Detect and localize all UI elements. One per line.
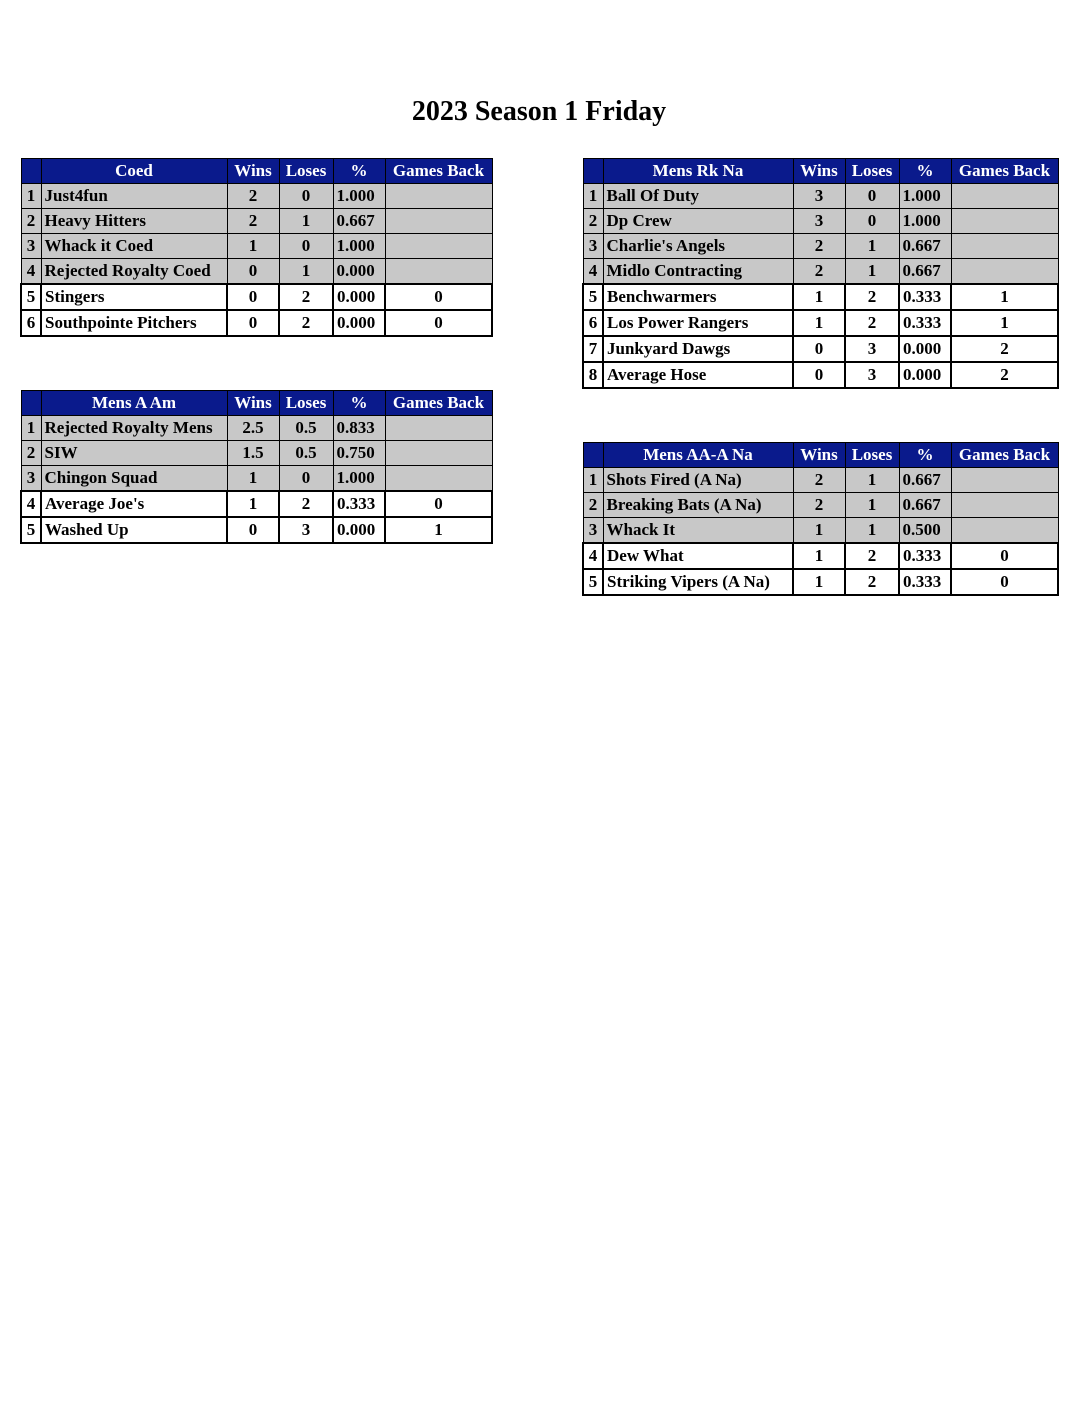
pct-cell: 0.667 — [333, 209, 385, 234]
header-row — [583, 159, 1058, 184]
wins-cell: 3 — [793, 184, 845, 209]
team-name-cell: Midlo Contracting — [603, 259, 793, 285]
table-row — [21, 491, 492, 517]
table-row — [21, 209, 492, 234]
rank-cell: 5 — [21, 517, 41, 543]
games-back-cell: 2 — [951, 336, 1058, 362]
standings-table-mens-rk-na — [582, 158, 1059, 389]
loses-cell: 2 — [279, 310, 333, 336]
rank-cell: 8 — [583, 362, 603, 388]
team-name-cell: Shots Fired (A Na) — [603, 468, 793, 493]
games-back-header: Games Back — [951, 159, 1058, 184]
games-back-cell — [385, 441, 492, 466]
loses-cell: 2 — [845, 310, 899, 336]
division-header: Mens Rk Na — [603, 159, 793, 184]
loses-cell: 3 — [279, 517, 333, 543]
table-row — [583, 284, 1058, 310]
team-name-cell: Dp Crew — [603, 209, 793, 234]
pct-cell: 0.000 — [899, 362, 951, 388]
division-header: Coed — [41, 159, 227, 184]
loses-cell: 1 — [845, 518, 899, 544]
loses-cell: 0.5 — [279, 441, 333, 466]
loses-cell: 0 — [845, 209, 899, 234]
wins-cell: 2.5 — [227, 416, 279, 441]
loses-cell: 1 — [845, 468, 899, 493]
pct-cell: 0.667 — [899, 468, 951, 493]
wins-cell: 0 — [227, 517, 279, 543]
rank-cell: 5 — [583, 284, 603, 310]
wins-cell: 1 — [227, 466, 279, 492]
loses-cell: 3 — [845, 336, 899, 362]
table-row — [21, 517, 492, 543]
division-header: Mens A Am — [41, 391, 227, 416]
rank-cell: 2 — [21, 441, 41, 466]
pct-cell: 1.000 — [333, 466, 385, 492]
header-row — [583, 443, 1058, 468]
wins-cell: 2 — [793, 234, 845, 259]
loses-cell: 0 — [279, 184, 333, 209]
standings-table-mens-a-am — [20, 390, 493, 544]
table-row — [21, 259, 492, 285]
pct-cell: 0.333 — [899, 284, 951, 310]
rank-cell: 6 — [583, 310, 603, 336]
games-back-cell: 1 — [385, 517, 492, 543]
wins-cell: 0 — [793, 362, 845, 388]
team-name-cell: SIW — [41, 441, 227, 466]
team-name-cell: Average Joe's — [41, 491, 227, 517]
pct-cell: 0.667 — [899, 234, 951, 259]
games-back-cell — [951, 234, 1058, 259]
table-row — [583, 362, 1058, 388]
games-back-header: Games Back — [385, 159, 492, 184]
table-row — [583, 468, 1058, 493]
loses-cell: 1 — [845, 259, 899, 285]
team-name-cell: Striking Vipers (A Na) — [603, 569, 793, 595]
rank-cell: 4 — [21, 491, 41, 517]
rank-cell: 1 — [21, 184, 41, 209]
wins-cell: 1 — [227, 234, 279, 259]
loses-header: Loses — [279, 159, 333, 184]
games-back-header: Games Back — [385, 391, 492, 416]
team-name-cell: Benchwarmers — [603, 284, 793, 310]
rank-header — [21, 391, 41, 416]
loses-cell: 1 — [279, 259, 333, 285]
rank-header — [583, 159, 603, 184]
pct-cell: 0.667 — [899, 493, 951, 518]
rank-cell: 3 — [583, 234, 603, 259]
pct-cell: 0.000 — [899, 336, 951, 362]
pct-header: % — [333, 391, 385, 416]
team-name-cell: Whack it Coed — [41, 234, 227, 259]
rank-cell: 4 — [21, 259, 41, 285]
team-name-cell: Just4fun — [41, 184, 227, 209]
pct-header: % — [333, 159, 385, 184]
rank-cell: 1 — [583, 184, 603, 209]
wins-cell: 2 — [227, 184, 279, 209]
standings-table-coed — [20, 158, 493, 337]
standings-table-mens-aa-a-na — [582, 442, 1059, 596]
rank-cell: 2 — [21, 209, 41, 234]
pct-cell: 0.000 — [333, 284, 385, 310]
wins-cell: 1 — [793, 310, 845, 336]
loses-cell: 3 — [845, 362, 899, 388]
team-name-cell: Average Hose — [603, 362, 793, 388]
wins-cell: 0 — [793, 336, 845, 362]
table-row — [583, 569, 1058, 595]
wins-header: Wins — [227, 159, 279, 184]
wins-cell: 2 — [793, 259, 845, 285]
pct-cell: 0.500 — [899, 518, 951, 544]
team-name-cell: Heavy Hitters — [41, 209, 227, 234]
table-row — [583, 184, 1058, 209]
games-back-cell: 0 — [385, 491, 492, 517]
rank-header — [583, 443, 603, 468]
table-row — [583, 336, 1058, 362]
loses-cell: 2 — [845, 569, 899, 595]
rank-cell: 6 — [21, 310, 41, 336]
table-row — [21, 466, 492, 492]
loses-cell: 2 — [845, 543, 899, 569]
table-row — [583, 234, 1058, 259]
pct-cell: 1.000 — [899, 209, 951, 234]
games-back-cell — [385, 209, 492, 234]
wins-cell: 0 — [227, 259, 279, 285]
division-header: Mens AA-A Na — [603, 443, 793, 468]
pct-cell: 0.333 — [899, 543, 951, 569]
games-back-cell — [951, 259, 1058, 285]
pct-cell: 0.667 — [899, 259, 951, 285]
pct-cell: 0.000 — [333, 259, 385, 285]
games-back-cell: 0 — [385, 310, 492, 336]
table-row — [583, 310, 1058, 336]
wins-cell: 1 — [793, 569, 845, 595]
team-name-cell: Whack It — [603, 518, 793, 544]
loses-cell: 2 — [279, 284, 333, 310]
team-name-cell: Rejected Royalty Mens — [41, 416, 227, 441]
games-back-cell — [951, 493, 1058, 518]
table-row — [583, 493, 1058, 518]
table-row — [21, 234, 492, 259]
games-back-cell: 0 — [385, 284, 492, 310]
header-row — [21, 391, 492, 416]
wins-cell: 1 — [793, 543, 845, 569]
loses-header: Loses — [279, 391, 333, 416]
games-back-header: Games Back — [951, 443, 1058, 468]
pct-cell: 0.750 — [333, 441, 385, 466]
team-name-cell: Los Power Rangers — [603, 310, 793, 336]
rank-cell: 3 — [583, 518, 603, 544]
team-name-cell: Junkyard Dawgs — [603, 336, 793, 362]
team-name-cell: Washed Up — [41, 517, 227, 543]
games-back-cell: 2 — [951, 362, 1058, 388]
pct-cell: 1.000 — [333, 234, 385, 259]
rank-cell: 3 — [21, 234, 41, 259]
games-back-cell — [385, 259, 492, 285]
wins-cell: 0 — [227, 284, 279, 310]
loses-cell: 2 — [845, 284, 899, 310]
games-back-cell — [385, 184, 492, 209]
wins-cell: 2 — [793, 493, 845, 518]
wins-header: Wins — [227, 391, 279, 416]
loses-cell: 1 — [845, 493, 899, 518]
table-row — [583, 543, 1058, 569]
wins-header: Wins — [793, 159, 845, 184]
rank-cell: 3 — [21, 466, 41, 492]
rank-header — [21, 159, 41, 184]
pct-cell: 0.000 — [333, 517, 385, 543]
rank-cell: 1 — [21, 416, 41, 441]
wins-cell: 1 — [793, 518, 845, 544]
pct-cell: 0.333 — [899, 569, 951, 595]
header-row — [21, 159, 492, 184]
table-row — [583, 518, 1058, 544]
wins-cell: 3 — [793, 209, 845, 234]
games-back-cell: 1 — [951, 310, 1058, 336]
wins-cell: 2 — [227, 209, 279, 234]
rank-cell: 2 — [583, 493, 603, 518]
table-row — [583, 209, 1058, 234]
loses-header: Loses — [845, 443, 899, 468]
team-name-cell: Rejected Royalty Coed — [41, 259, 227, 285]
table-row — [21, 416, 492, 441]
rank-cell: 7 — [583, 336, 603, 362]
pct-cell: 1.000 — [899, 184, 951, 209]
rank-cell: 4 — [583, 543, 603, 569]
games-back-cell: 0 — [951, 569, 1058, 595]
games-back-cell: 1 — [951, 284, 1058, 310]
rank-cell: 5 — [21, 284, 41, 310]
wins-cell: 2 — [793, 468, 845, 493]
games-back-cell — [385, 416, 492, 441]
pct-cell: 0.833 — [333, 416, 385, 441]
rank-cell: 2 — [583, 209, 603, 234]
pct-cell: 0.333 — [899, 310, 951, 336]
loses-header: Loses — [845, 159, 899, 184]
games-back-cell — [951, 468, 1058, 493]
pct-cell: 1.000 — [333, 184, 385, 209]
team-name-cell: Dew What — [603, 543, 793, 569]
rank-cell: 5 — [583, 569, 603, 595]
team-name-cell: Southpointe Pitchers — [41, 310, 227, 336]
rank-cell: 4 — [583, 259, 603, 285]
games-back-cell — [951, 184, 1058, 209]
games-back-cell — [951, 209, 1058, 234]
pct-cell: 0.000 — [333, 310, 385, 336]
team-name-cell: Chingon Squad — [41, 466, 227, 492]
team-name-cell: Stingers — [41, 284, 227, 310]
wins-cell: 1 — [227, 491, 279, 517]
team-name-cell: Charlie's Angels — [603, 234, 793, 259]
table-row — [21, 441, 492, 466]
pct-header: % — [899, 159, 951, 184]
loses-cell: 0 — [845, 184, 899, 209]
games-back-cell: 0 — [951, 543, 1058, 569]
wins-cell: 1.5 — [227, 441, 279, 466]
page-title: 2023 Season 1 Friday — [411, 96, 667, 127]
team-name-cell: Breaking Bats (A Na) — [603, 493, 793, 518]
games-back-cell — [385, 234, 492, 259]
games-back-cell — [951, 518, 1058, 544]
wins-header: Wins — [793, 443, 845, 468]
rank-cell: 1 — [583, 468, 603, 493]
loses-cell: 0.5 — [279, 416, 333, 441]
loses-cell: 0 — [279, 466, 333, 492]
table-row — [21, 310, 492, 336]
wins-cell: 0 — [227, 310, 279, 336]
pct-cell: 0.333 — [333, 491, 385, 517]
loses-cell: 1 — [845, 234, 899, 259]
table-row — [21, 284, 492, 310]
loses-cell: 2 — [279, 491, 333, 517]
games-back-cell — [385, 466, 492, 492]
table-row — [583, 259, 1058, 285]
loses-cell: 1 — [279, 209, 333, 234]
loses-cell: 0 — [279, 234, 333, 259]
pct-header: % — [899, 443, 951, 468]
wins-cell: 1 — [793, 284, 845, 310]
team-name-cell: Ball Of Duty — [603, 184, 793, 209]
table-row — [21, 184, 492, 209]
